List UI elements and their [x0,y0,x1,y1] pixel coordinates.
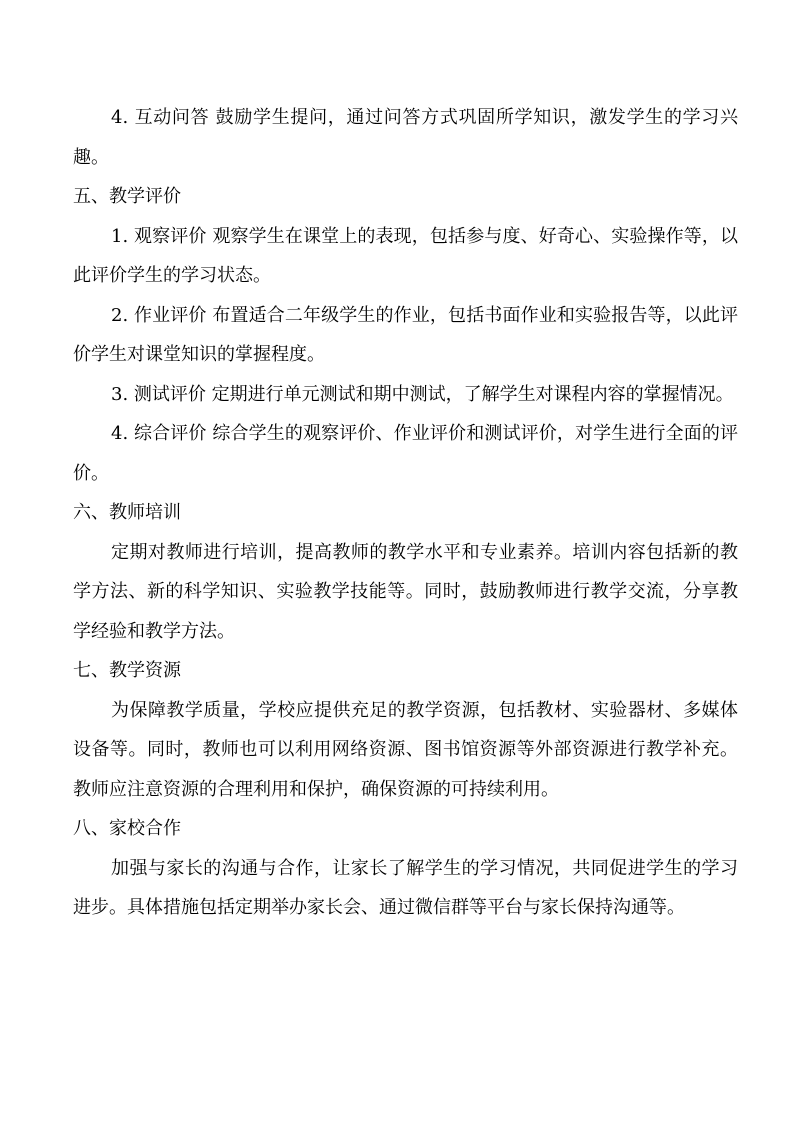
section-heading-teaching-resources: 七、教学资源 [73,660,181,681]
paragraph-teaching-resources: 为保障教学质量，学校应提供充足的教学资源，包括教材、实验器材、多媒体设备等。同时，教师也可以利用网络资源、图书馆资源等外部资源进行教学补充。教师应注意资源的合理利用和保护，确保资源的可持续利用。 [73,699,738,800]
paragraph-comprehensive-evaluation: 4. 综合评价 综合学生的观察评价、作业评价和测试评价，对学生进行全面的评价。 [73,423,738,484]
section-heading-teaching-evaluation: 五、教学评价 [73,186,181,207]
paragraph-interactive-qa: 4. 互动问答 鼓励学生提问，通过问答方式巩固所学知识，激发学生的学习兴趣。 [73,107,738,168]
paragraph-home-school-cooperation: 加强与家长的沟通与合作，让家长了解学生的学习情况，共同促进学生的学习进步。具体措施包括定期举办家长会、通过微信群等平台与家长保持沟通等。 [73,857,738,918]
section-heading-home-school-cooperation: 八、家校合作 [73,818,181,839]
paragraph-homework-evaluation: 2. 作业评价 布置适合二年级学生的作业，包括书面作业和实验报告等，以此评价学生对课堂知识的掌握程度。 [73,304,738,365]
paragraph-teacher-training: 定期对教师进行培训，提高教师的教学水平和专业素养。培训内容包括新的教学方法、新的科学知识、实验教学技能等。同时，鼓励教师进行教学交流，分享教学经验和教学方法。 [73,541,738,642]
paragraph-observation-evaluation: 1. 观察评价 观察学生在课堂上的表现，包括参与度、好奇心、实验操作等，以此评价学生的学习状态。 [73,225,738,286]
document-body [73,98,738,928]
paragraph-test-evaluation: 3. 测试评价 定期进行单元测试和期中测试，了解学生对课程内容的掌握情况。 [111,383,734,405]
section-heading-teacher-training: 六、教师培训 [73,502,181,523]
